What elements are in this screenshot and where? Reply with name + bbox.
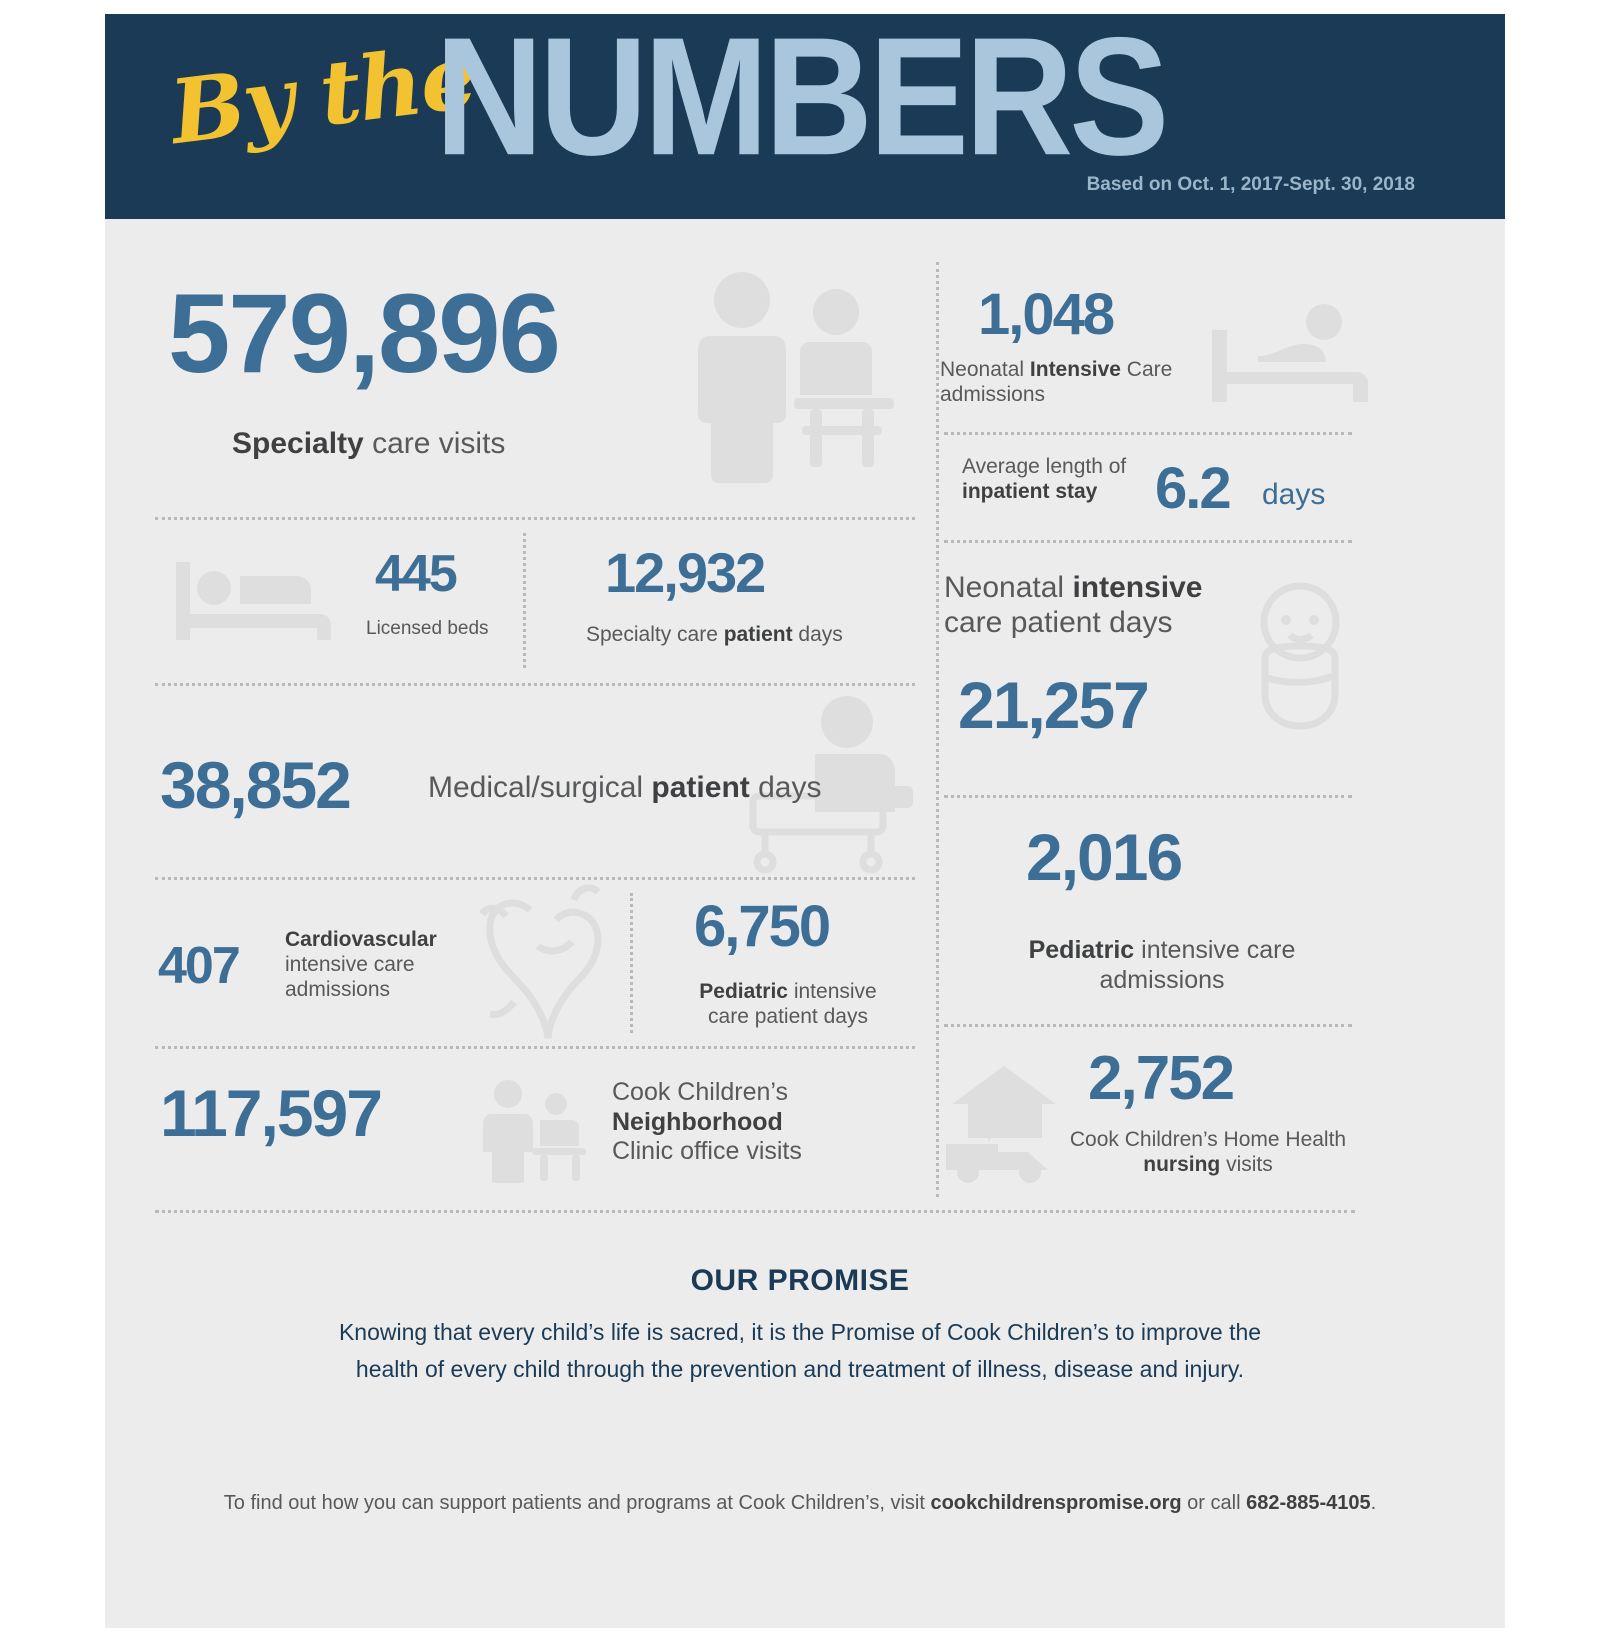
stat-unit: days [1262,478,1326,511]
stat-value: 1,048 [978,282,1114,347]
footer-phone[interactable]: 682-885-4105 [1246,1492,1371,1514]
hospital-bed-icon [168,552,333,647]
footer-post: . [1370,1492,1377,1514]
promise-title: OUR PROMISE [690,1264,910,1297]
divider-right-2 [944,540,1352,543]
stat-label: Cardiovascular intensive care admissions [285,928,437,1001]
stat-label: Neonatal intensive care patient days [944,571,1203,640]
stat-label: Specialty care visits [232,427,506,460]
stat-value: 117,597 [160,1076,381,1150]
header-date-range: Based on Oct. 1, 2017-Sept. 30, 2018 [1086,174,1415,195]
divider-vertical-main [936,262,939,1197]
adult-and-child-icon [690,270,900,485]
divider-left-1 [155,517,915,520]
promise-line-2: health of every child through the prevention and treatment of illness, disease and injury. [355,1356,1245,1383]
header-script-word: By the [164,23,480,165]
divider-right-3 [944,795,1352,798]
divider-left-2 [155,683,915,686]
stat-label: Cook Children’s Home Health nursing visits [1069,1128,1347,1176]
stat-value: 12,932 [605,541,765,604]
header-banner [105,14,1505,219]
footer-text [180,1492,1420,1515]
divider-right-1 [944,432,1352,435]
stat-label: Average length of inpatient stay [962,455,1127,503]
divider-vertical-cardio [630,893,633,1033]
stat-label: Neonatal Intensive Care admissions [940,358,1173,406]
footer-website-link[interactable]: cookchildrenspromise.org [930,1492,1182,1514]
home-health-van-icon [938,1060,1078,1185]
stat-value: 579,896 [168,271,559,396]
stat-value: 38,852 [160,748,350,822]
divider-vertical-beds [523,533,526,668]
promise-line-1: Knowing that every child’s life is sacred, it is the Promise of Cook Children’s to improve the [338,1319,1262,1345]
stat-label: Cook Children’s Neighborhood Clinic office visits [612,1078,802,1165]
stat-value: 6.2 [1155,456,1230,521]
swaddled-baby-icon [1238,578,1363,733]
heart-anatomy-icon [478,872,628,1047]
page-title: NUMBERS [435,14,1166,191]
stat-value: 21,257 [958,668,1148,742]
stat-value: 445 [375,545,456,603]
stat-value: 6,750 [694,894,830,959]
stat-value: 407 [158,937,239,995]
stat-label: Medical/surgical patient days [428,771,822,804]
stat-label: Pediatric intensive care admissions [1028,936,1296,994]
footer-mid: or call [1181,1492,1247,1514]
divider-right-4 [944,1024,1352,1027]
stat-value: 2,752 [1088,1044,1234,1113]
stat-label: Specialty care patient days [586,623,843,646]
patient-in-bed-icon [1208,300,1368,410]
stat-label: Pediatric intensive care patient days [699,980,877,1028]
promise-text [300,1314,1300,1389]
footer-pre: To find out how you can support patients and programs at Cook Children’s, visit [223,1492,931,1514]
divider-left-5 [155,1210,1355,1213]
stat-label: Licensed beds [366,618,489,639]
caregiver-and-child-icon [482,1078,592,1183]
stat-value: 2,016 [1026,820,1182,894]
